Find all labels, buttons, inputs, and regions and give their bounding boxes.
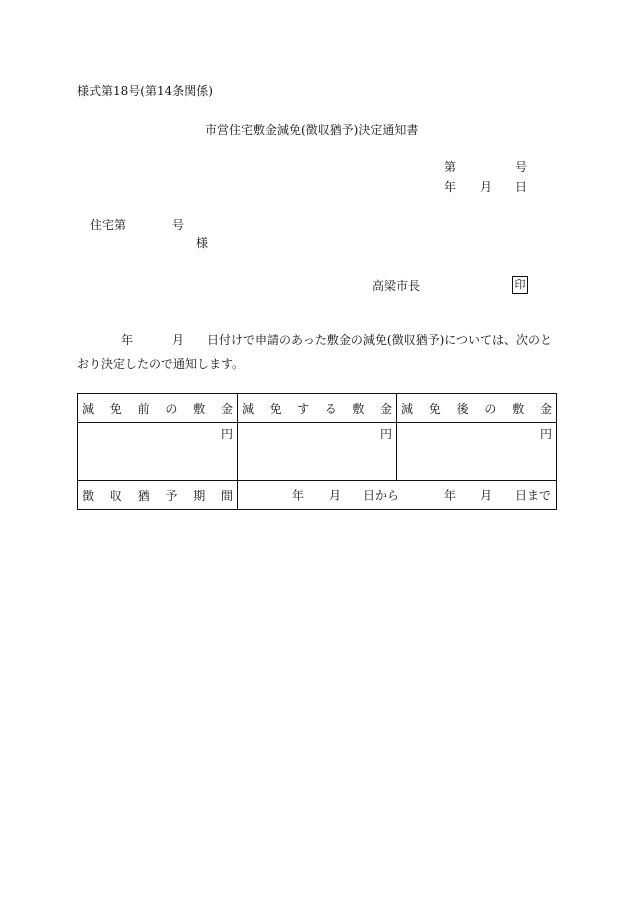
body-date-year: 年 <box>121 333 134 347</box>
deposit-table <box>77 393 557 510</box>
doc-number-suffix: 号 <box>515 160 528 174</box>
body-text-line-1: 日付けで申請のあった敷金の減免(徴収猶予)については、次のと <box>207 333 553 347</box>
doc-date-day: 日 <box>515 180 528 194</box>
period-from-month: 月 <box>329 488 342 503</box>
issuer-title: 高梁市長 <box>372 279 421 293</box>
reference-number-prefix: 住宅第 <box>90 218 127 232</box>
header-label: 減免前の敷金 <box>82 401 233 416</box>
period-to-day: 日まで <box>515 488 552 503</box>
addressee-honorific: 様 <box>196 236 209 250</box>
doc-date-year: 年 <box>444 180 457 194</box>
period-value-cell <box>238 481 557 510</box>
header-label: 減免する敷金 <box>242 401 392 416</box>
yen-unit: 円 <box>379 427 392 441</box>
body-date-month: 月 <box>172 333 185 347</box>
header-cell-reduction-amount <box>238 394 397 423</box>
table-header-row <box>78 394 557 423</box>
table-period-row <box>78 481 557 510</box>
yen-unit: 円 <box>539 427 552 441</box>
form-number-label: 様式第18号(第14条関係) <box>77 84 213 98</box>
header-cell-after-reduction <box>397 394 557 423</box>
document-title: 市営住宅敷金減免(徴収猶予)決定通知書 <box>205 123 419 137</box>
period-from-year: 年 <box>292 488 305 503</box>
reference-number-suffix: 号 <box>172 218 185 232</box>
period-to-month: 月 <box>480 488 493 503</box>
header-cell-before-reduction <box>78 394 238 423</box>
header-label: 減免後の敷金 <box>401 401 552 416</box>
period-label-cell <box>78 481 238 510</box>
body-text-line-2: おり決定したので通知します。 <box>77 357 245 371</box>
period-to-year: 年 <box>444 488 457 503</box>
value-cell-reduction-amount <box>238 423 397 481</box>
yen-unit: 円 <box>220 427 233 441</box>
value-cell-before-reduction <box>78 423 238 481</box>
doc-date-month: 月 <box>480 180 493 194</box>
seal-stamp-icon: 印 <box>512 276 528 294</box>
period-label: 徴収猶予期間 <box>82 488 233 503</box>
doc-number-prefix: 第 <box>444 160 457 174</box>
value-cell-after-reduction <box>397 423 557 481</box>
period-from-day: 日から <box>363 488 400 503</box>
table-value-row <box>78 423 557 481</box>
